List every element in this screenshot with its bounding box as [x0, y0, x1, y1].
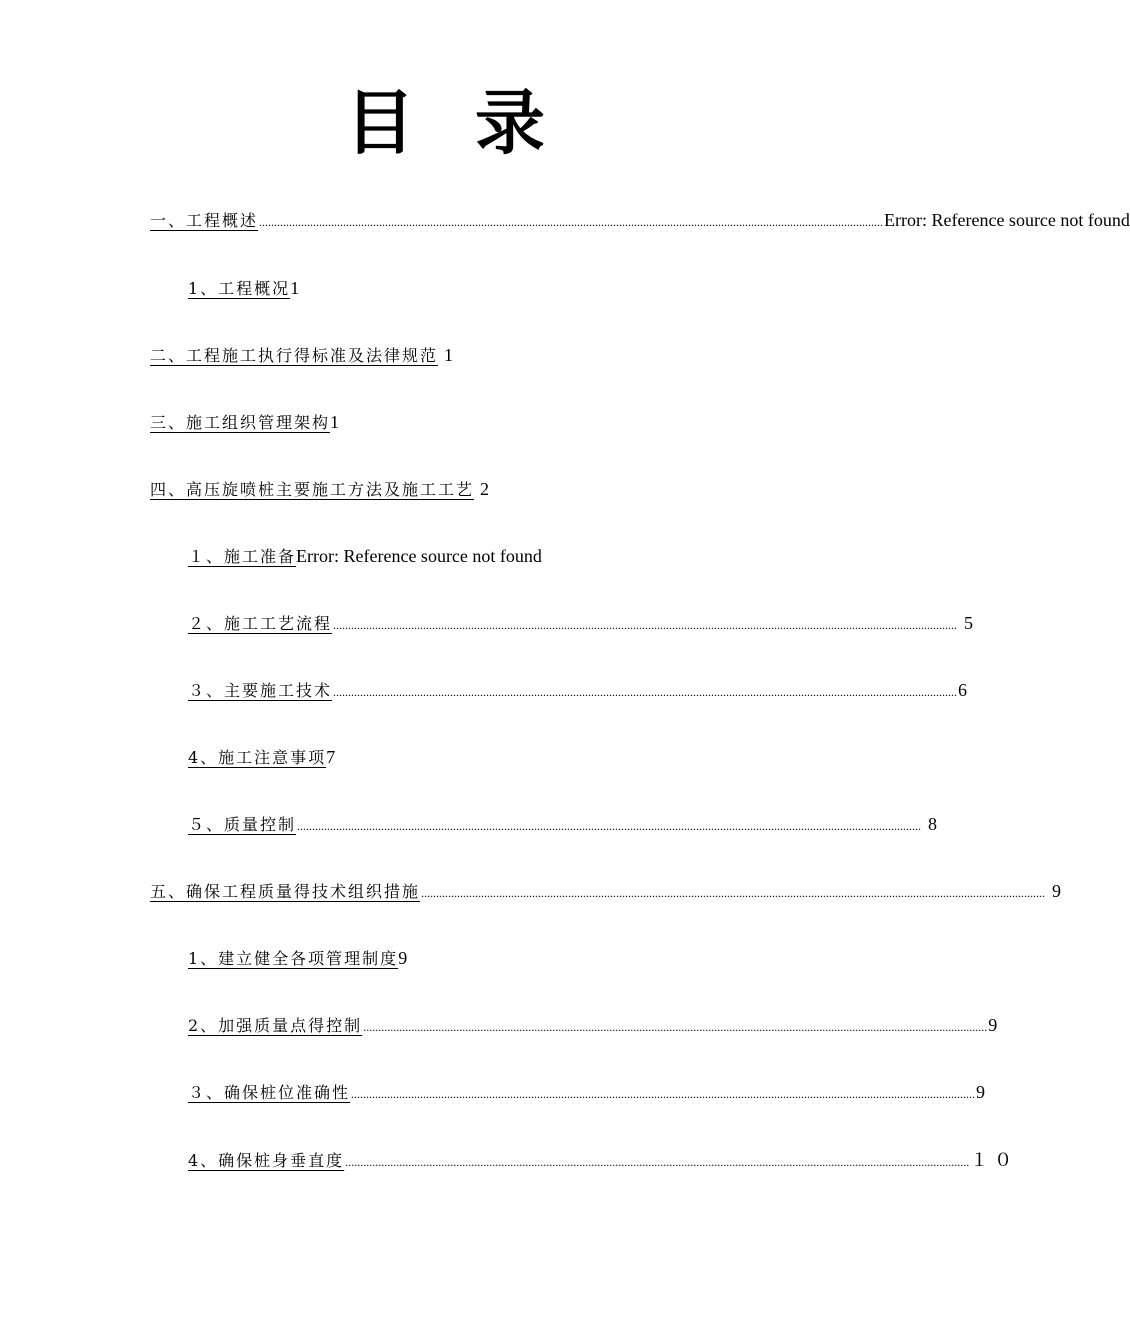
leader-dots: ................................................................................................................................................................................................................ — [345, 1155, 970, 1169]
toc-page-number: 9 — [1052, 881, 1062, 901]
toc-page-number: 5 — [964, 613, 974, 633]
toc-page-number: 6 — [958, 680, 968, 700]
toc-entry[interactable] — [188, 1080, 986, 1104]
toc-entry[interactable] — [188, 946, 407, 970]
toc-page-number: １０ — [970, 1150, 1019, 1170]
leader-dots: ................................................................................................................................................................................................................ — [333, 618, 958, 632]
toc-page-number: 9 — [976, 1082, 986, 1102]
toc-entry[interactable] — [150, 879, 1062, 903]
toc-entry-text[interactable]: 三、施工组织管理架构 — [150, 413, 331, 432]
toc-entry[interactable] — [188, 611, 974, 635]
leader-dots: ................................................................................................................................................................................................................ — [297, 819, 922, 833]
toc-page-number: 9 — [988, 1015, 998, 1035]
toc-page-number: Error: Reference source not found — [296, 546, 542, 566]
toc-entry[interactable] — [188, 544, 542, 568]
toc-page-number: 7 — [326, 747, 336, 767]
toc-entry[interactable] — [188, 1148, 1019, 1172]
toc-entry-text[interactable]: 4、确保桩身垂直度 — [188, 1151, 345, 1170]
toc-entry[interactable] — [188, 745, 335, 769]
toc-entry-text[interactable]: ２、施工工艺流程 — [188, 614, 333, 633]
toc-entry-text[interactable]: ５、质量控制 — [188, 815, 297, 834]
leader-dots: ................................................................................................................................................................................................................ — [333, 685, 958, 699]
toc-entry-text[interactable]: 1、工程概况 — [188, 279, 291, 298]
toc-entry-text[interactable]: 四、高压旋喷桩主要施工方法及施工工艺 — [150, 480, 475, 499]
leader-dots: ................................................................................................................................................................................................................ — [259, 215, 884, 229]
title-char-2: 录 — [475, 81, 605, 164]
toc-entry[interactable] — [188, 1013, 998, 1037]
toc-page-number: 2 — [480, 479, 490, 499]
toc-page-number: 8 — [928, 814, 938, 834]
toc-entry[interactable] — [188, 812, 938, 836]
toc-entry-text[interactable]: １、施工准备 — [188, 547, 297, 566]
toc-entry-text[interactable]: ３、主要施工技术 — [188, 681, 333, 700]
toc-entry[interactable] — [150, 477, 489, 501]
toc-entry-text[interactable]: 4、施工注意事项 — [188, 748, 327, 767]
title-char-1: 目 — [345, 81, 475, 164]
toc-entry-text[interactable]: 1、建立健全各项管理制度 — [188, 949, 399, 968]
leader-dots: ................................................................................................................................................................................................................ — [351, 1087, 976, 1101]
toc-page-number: 9 — [398, 948, 408, 968]
leader-dots: ................................................................................................................................................................................................................ — [363, 1020, 988, 1034]
toc-entry-text[interactable]: 一、工程概述 — [150, 211, 259, 230]
toc-entry[interactable] — [150, 343, 453, 367]
toc-entry-text[interactable]: 二、工程施工执行得标准及法律规范 — [150, 346, 439, 365]
toc-entry-text[interactable]: ３、确保桩位准确性 — [188, 1083, 351, 1102]
toc-entry-text[interactable]: 2、加强质量点得控制 — [188, 1016, 363, 1035]
toc-page-number: Error: Reference source not found — [884, 210, 1130, 230]
toc-entry[interactable] — [150, 208, 1130, 232]
toc-page-number: 1 — [330, 412, 340, 432]
toc-entry[interactable] — [188, 276, 299, 300]
page-title — [0, 78, 950, 168]
toc-entry[interactable] — [188, 678, 968, 702]
leader-dots: ................................................................................................................................................................................................................ — [421, 886, 1046, 900]
toc-page-number: 1 — [290, 278, 300, 298]
toc-entry[interactable] — [150, 410, 339, 434]
toc-page-number: 1 — [444, 345, 454, 365]
toc-entry-text[interactable]: 五、确保工程质量得技术组织措施 — [150, 882, 421, 901]
